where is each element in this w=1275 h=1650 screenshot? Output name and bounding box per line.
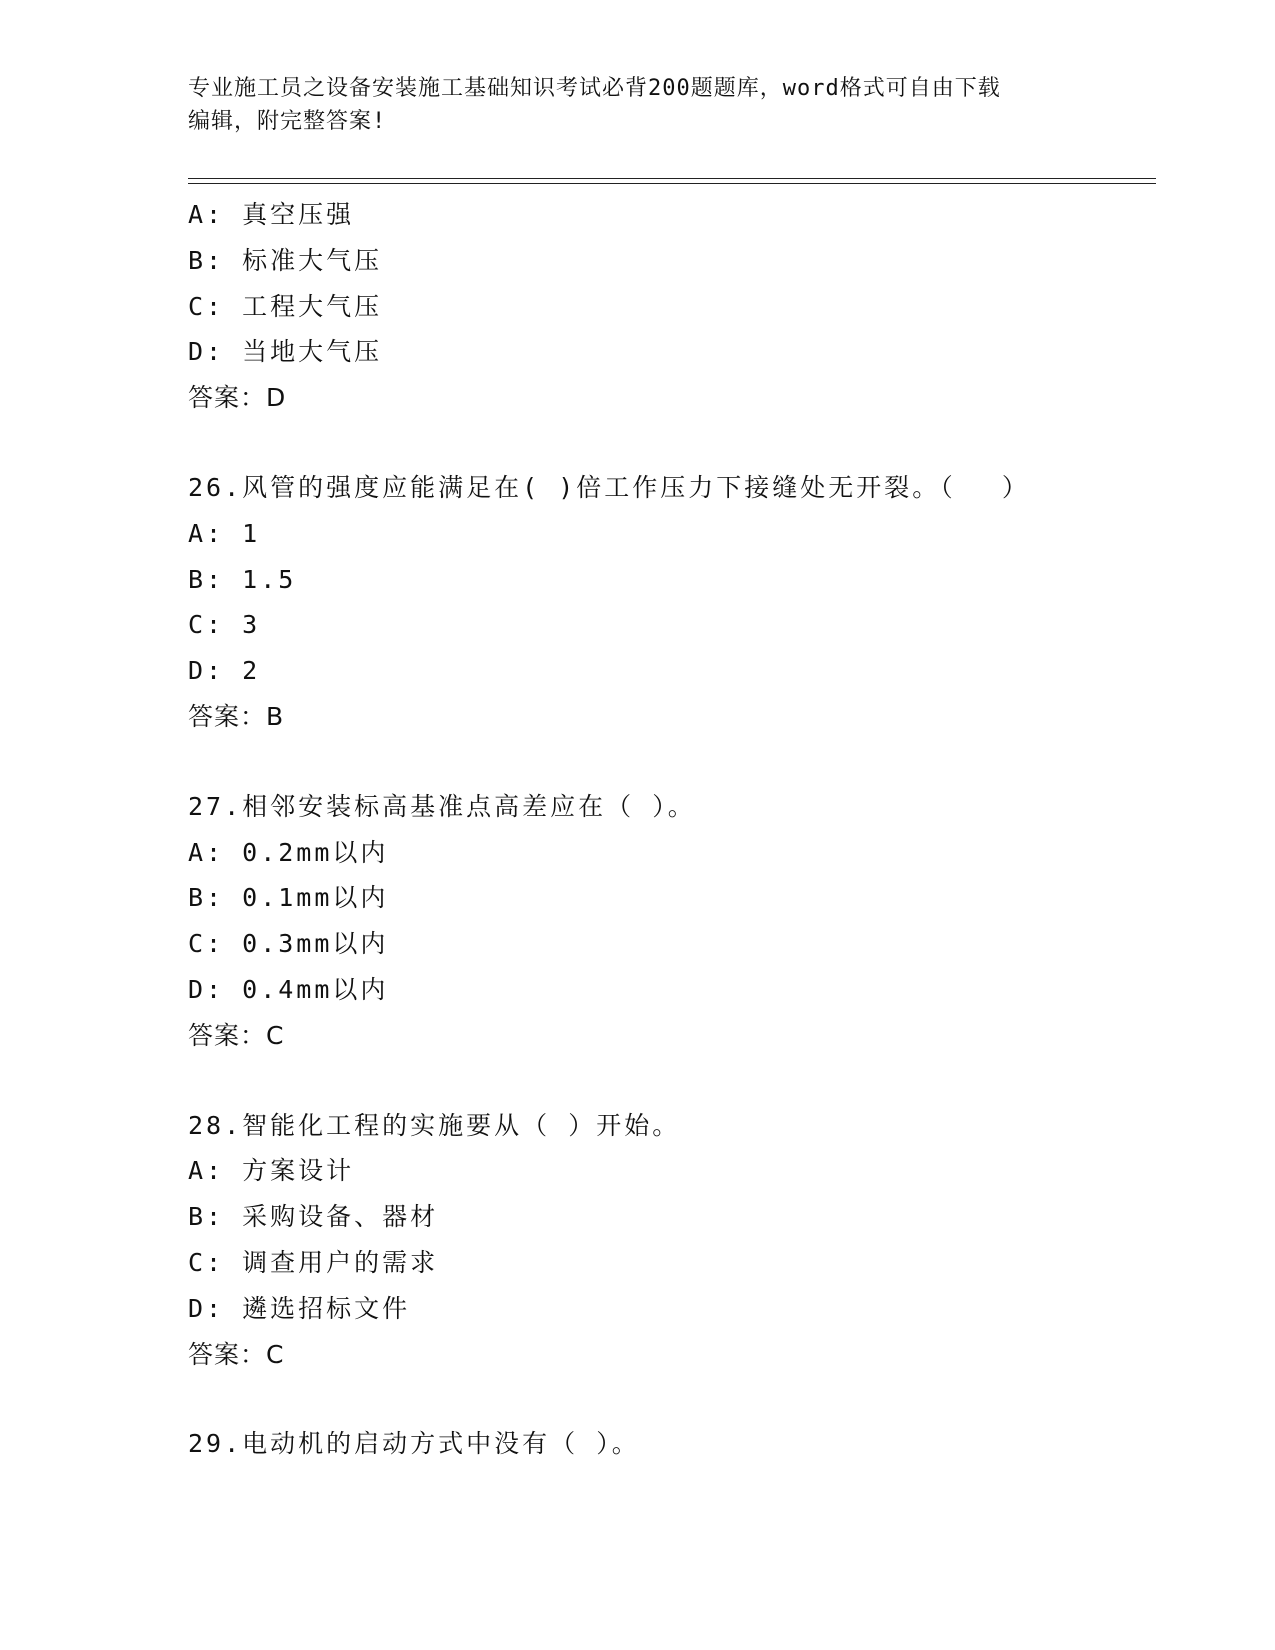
question-25-continued: [188, 192, 1148, 421]
question-29: [188, 1421, 1148, 1467]
option-c: C: 0.3mm以内: [188, 929, 389, 959]
question-title: 28.智能化工程的实施要从（ ）开始。: [188, 1110, 681, 1140]
question-title: 26.风管的强度应能满足在( )倍工作压力下接缝处无开裂。（ ）: [188, 472, 1030, 502]
option-a: A: 真空压强: [188, 200, 355, 229]
question-28: [188, 1103, 1148, 1378]
option-c: C: 调查用户的需求: [188, 1247, 439, 1277]
option-d: D: 遴选招标文件: [188, 1293, 411, 1323]
option-d: D: 2: [188, 656, 261, 686]
answer: 答案：B: [188, 701, 285, 731]
option-b: B: 标准大气压: [188, 245, 383, 275]
option-a: A: 1: [188, 518, 261, 548]
answer: 答案：C: [188, 1020, 285, 1050]
option-d: D: 当地大气压: [188, 337, 383, 367]
question-title: 27.相邻安装标高基准点高差应在（ ）。: [188, 791, 696, 821]
option-b: B: 0.1mm以内: [188, 883, 389, 913]
option-b: B: 采购设备、器材: [188, 1202, 439, 1232]
header-divider: [188, 178, 1156, 179]
document-header: [188, 72, 1088, 138]
question-list: [188, 192, 1148, 1467]
question-26: [188, 465, 1148, 740]
option-c: C: 工程大气压: [188, 291, 383, 321]
header-line-2: 编辑，附完整答案!: [188, 109, 387, 134]
answer: 答案：D: [188, 383, 287, 413]
question-27: [188, 784, 1148, 1059]
question-title: 29.电动机的启动方式中没有（ ）。: [188, 1429, 640, 1459]
header-line-1: 专业施工员之设备安装施工基础知识考试必背200题题库，word格式可自由下载: [188, 76, 1001, 101]
option-c: C: 3: [188, 610, 261, 640]
header-divider-secondary: [188, 183, 1156, 184]
option-a: A: 0.2mm以内: [188, 837, 389, 867]
answer: 答案：C: [188, 1339, 285, 1369]
option-b: B: 1.5: [188, 564, 297, 594]
option-a: A: 方案设计: [188, 1156, 355, 1186]
option-d: D: 0.4mm以内: [188, 974, 389, 1004]
